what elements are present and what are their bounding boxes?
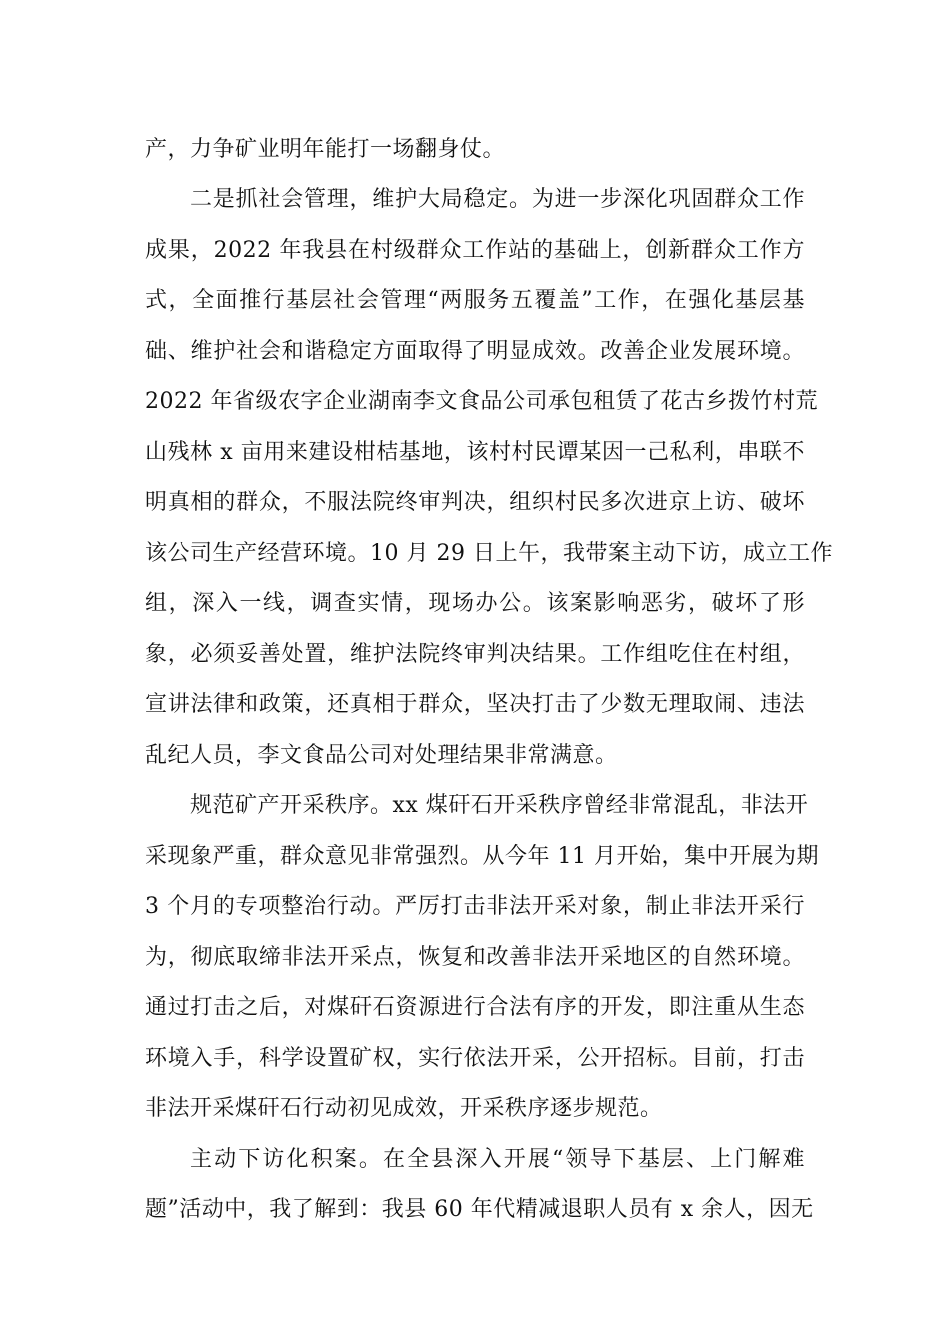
paragraph-line: 山残林 x 亩用来建设柑桔基地，该村村民谭某因一己私利，串联不 — [145, 440, 805, 465]
text-line-1: 产，力争矿业明年能打一场翻身仗。 — [145, 137, 506, 162]
paragraph-line: 成果，2022 年我县在村级群众工作站的基础上，创新群众工作方 — [145, 238, 805, 263]
paragraph-line: 该公司生产经营环境。10 月 29 日上午，我带案主动下访，成立工作 — [145, 541, 833, 566]
paragraph-line: 环境入手，科学设置矿权，实行依法开采，公开招标。目前，打击 — [145, 1046, 805, 1071]
paragraph-line: 乱纪人员，李文食品公司对处理结果非常满意。 — [145, 743, 618, 768]
paragraph-line: 象，必须妥善处置，维护法院终审判决结果。工作组吃住在村组， — [145, 642, 805, 667]
paragraph-line: 非法开采煤矸石行动初见成效，开采秩序逐步规范。 — [145, 1096, 663, 1121]
paragraph-line: 宣讲法律和政策，还真相于群众，坚决打击了少数无理取闹、违法 — [145, 692, 805, 717]
paragraph-line: 主动下访化积案。在全县深入开展“领导下基层、上门解难 — [190, 1147, 805, 1172]
paragraph-line: 规范矿产开采秩序。xx 煤矸石开采秩序曾经非常混乱，非法开 — [190, 793, 809, 818]
paragraph-line: 通过打击之后，对煤矸石资源进行合法有序的开发，即注重从生态 — [145, 995, 805, 1020]
paragraph-line: 2022 年省级农字企业湖南李文食品公司承包租赁了花古乡拨竹村荒 — [145, 389, 818, 414]
paragraph-line: 础、维护社会和谐稳定方面取得了明显成效。改善企业发展环境。 — [145, 339, 805, 364]
paragraph-line: 采现象严重，群众意见非常强烈。从今年 11 月开始，集中开展为期 — [145, 844, 819, 869]
paragraph-line: 为，彻底取缔非法开采点，恢复和改善非法开采地区的自然环境。 — [145, 945, 805, 970]
paragraph-line: 组，深入一线，调查实情，现场办公。该案影响恶劣，破坏了形 — [145, 591, 805, 616]
paragraph-line: 式，全面推行基层社会管理“两服务五覆盖”工作，在强化基层基 — [145, 288, 805, 313]
paragraph-line: 明真相的群众，不服法院终审判决，组织村民多次进京上访、破坏 — [145, 490, 805, 515]
paragraph-line: 3 个月的专项整治行动。严厉打击非法开采对象，制止非法开采行 — [145, 894, 805, 919]
paragraph-line: 题”活动中，我了解到：我县 60 年代精减退职人员有 x 余人，因无 — [145, 1197, 814, 1222]
paragraph-line: 二是抓社会管理，维护大局稳定。为进一步深化巩固群众工作 — [190, 187, 805, 212]
